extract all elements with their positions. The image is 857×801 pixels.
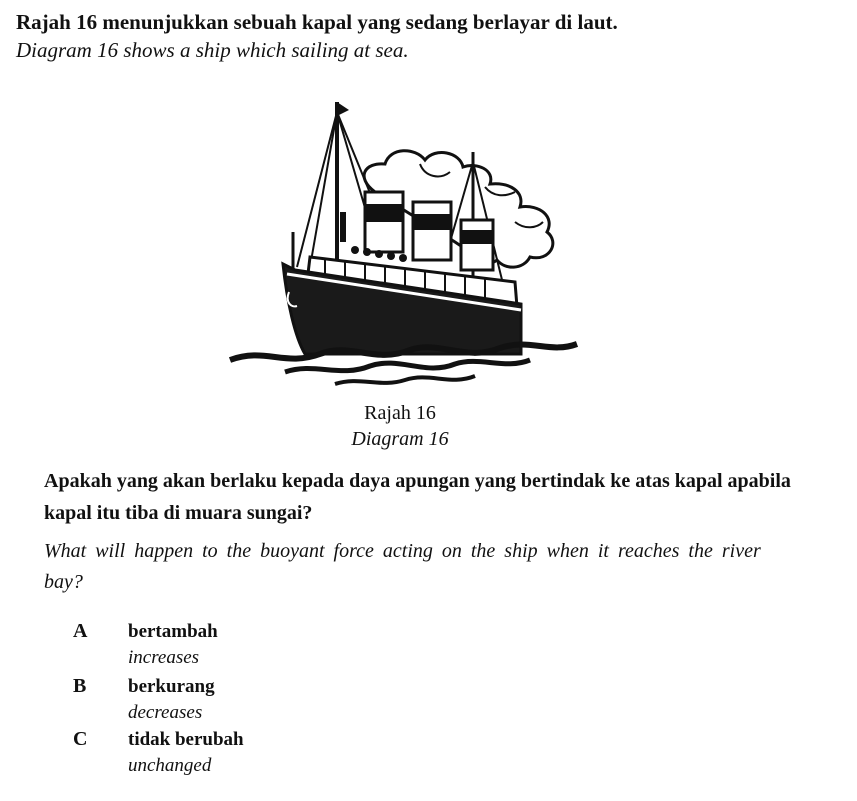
option-text-malay: tidak berubah <box>128 729 244 750</box>
option-text-english: unchanged <box>128 755 212 776</box>
option-text-english: increases <box>128 647 200 668</box>
figure-caption-malay: Rajah 16 <box>364 402 436 424</box>
option-text-malay: berkurang <box>128 676 215 697</box>
option-letter: C <box>73 728 88 750</box>
steamship-icon <box>225 92 585 392</box>
ship-illustration <box>225 92 585 392</box>
option-text-english: decreases <box>128 702 203 723</box>
intro-text-english: Diagram 16 shows a ship which sailing at sea. <box>16 38 409 62</box>
option-letter: B <box>73 675 87 697</box>
question-english-line-2: bay? <box>44 571 83 593</box>
question-english-line-1: What will happen to the buoyant force acting on the ship when it reaches the river <box>44 540 761 562</box>
figure-caption-english: Diagram 16 <box>351 428 449 450</box>
intro-text-malay: Rajah 16 menunjukkan sebuah kapal yang sedang berlayar di laut. <box>16 10 618 34</box>
option-letter: A <box>73 620 88 642</box>
question-malay-line-1: Apakah yang akan berlaku kepada daya apungan yang bertindak ke atas kapal apabila <box>44 470 791 492</box>
option-text-malay: bertambah <box>128 621 218 642</box>
question-malay-line-2: kapal itu tiba di muara sungai? <box>44 502 313 524</box>
